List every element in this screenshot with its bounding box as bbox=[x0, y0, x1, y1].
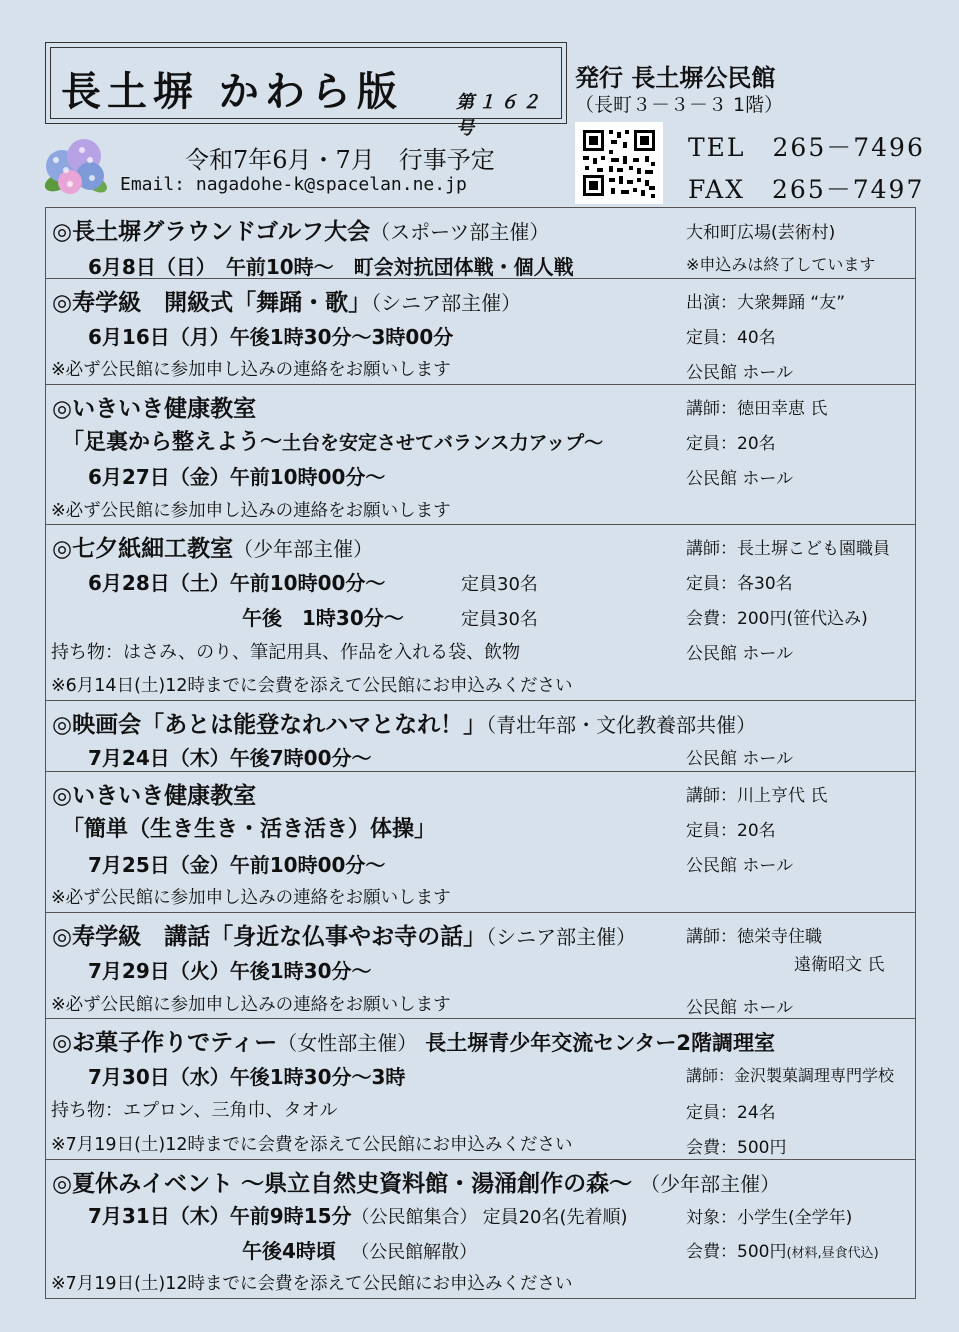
event-items: 持ち物：エプロン、三角巾、タオル bbox=[51, 1100, 338, 1121]
event-fee: 会費：500円 bbox=[686, 1138, 787, 1158]
event-health-class-july bbox=[45, 772, 916, 913]
event-fee: 会費：500円(材料,昼食代込) bbox=[686, 1242, 879, 1262]
event-summer-trip bbox=[45, 1160, 916, 1299]
event-venue: 公民館 ホール bbox=[686, 749, 794, 769]
event-note: ※必ず公民館に参加申し込みの連絡をお願いします bbox=[51, 888, 451, 908]
event-subtitle: 「足裏から整えよう～土台を安定させてバランス力アップ～ bbox=[62, 430, 604, 455]
address: （長町３－３－３ 1階） bbox=[575, 94, 784, 116]
event-capacity: 定員：40名 bbox=[686, 328, 776, 348]
event-kotobuki-opening bbox=[45, 279, 916, 385]
event-sweets-making bbox=[45, 1019, 916, 1160]
event-target: 対象：小学生(全学年) bbox=[686, 1208, 853, 1228]
newsletter-title: 長土塀 かわら版 bbox=[61, 68, 403, 115]
event-title: ◎映画会「あとは能登なれハマとなれ！」（青壮年部・文化教養部共催） bbox=[52, 712, 757, 738]
event-kotobuki-lecture bbox=[45, 913, 916, 1019]
event-fee: 会費：200円(笹代込み) bbox=[686, 609, 868, 629]
event-capacity: 定員：各30名 bbox=[686, 574, 793, 594]
event-datetime-morning: 6月28日（土）午前10時00分～ bbox=[88, 571, 386, 595]
event-datetime: 6月16日（月）午後1時30分～3時00分 bbox=[88, 325, 454, 349]
event-instructor: 講師：長土塀こども園職員 bbox=[686, 539, 890, 559]
event-capacity-afternoon: 定員30名 bbox=[461, 609, 538, 630]
event-note: ※7月19日(土)12時までに会費を添えて公民館にお申込みください bbox=[51, 1135, 573, 1155]
event-datetime: 7月24日（木）午後7時00分～ bbox=[88, 746, 372, 770]
telephone-number: TEL 265－7496 bbox=[688, 133, 925, 162]
event-subtitle: 「簡単（生き生き・活き活き）体操」 bbox=[62, 817, 437, 842]
event-capacity: 定員：20名 bbox=[686, 434, 776, 454]
event-note: ※必ず公民館に参加申し込みの連絡をお願いします bbox=[51, 501, 451, 521]
event-title: ◎長土塀グラウンドゴルフ大会（スポーツ部主催） bbox=[52, 219, 550, 245]
event-instructor: 講師：徳栄寺住職 bbox=[686, 927, 822, 947]
event-datetime: 7月25日（金）午前10時00分～ bbox=[88, 853, 386, 877]
event-datetime: 6月27日（金）午前10時00分～ bbox=[88, 465, 386, 489]
event-datetime: 7月29日（火）午後1時30分～ bbox=[88, 959, 372, 983]
event-note: ※必ず公民館に参加申し込みの連絡をお願いします bbox=[51, 360, 451, 380]
event-title: ◎寿学級 講話「身近な仏事やお寺の話」（シニア部主催） bbox=[52, 924, 637, 950]
hydrangea-icon bbox=[38, 132, 113, 200]
issue-number: 第１６２号 bbox=[456, 92, 544, 139]
event-title: ◎夏休みイベント ～県立自然史資料館・湯涌創作の森～ （少年部主催） bbox=[52, 1171, 781, 1197]
masthead-inner-border bbox=[50, 47, 562, 139]
event-venue: 公民館 ホール bbox=[686, 644, 794, 664]
masthead-box bbox=[45, 42, 567, 139]
event-venue: 公民館 ホール bbox=[686, 856, 794, 876]
event-title: ◎いきいき健康教室 bbox=[52, 396, 257, 422]
event-performer: 出演：大衆舞踊 “友” bbox=[686, 293, 846, 313]
event-title: ◎いきいき健康教室 bbox=[52, 783, 257, 809]
event-venue: 公民館 ホール bbox=[686, 469, 794, 489]
event-datetime-afternoon: 午後 1時30分～ bbox=[242, 606, 404, 630]
event-note: ※7月19日(土)12時までに会費を添えて公民館にお申込みください bbox=[51, 1274, 573, 1294]
qr-code[interactable] bbox=[575, 122, 663, 204]
event-capacity: 定員：20名 bbox=[686, 821, 776, 841]
event-instructor-name: 遠衛昭文 氏 bbox=[794, 955, 885, 975]
event-instructor: 講師：徳田幸恵 氏 bbox=[686, 399, 828, 419]
publisher: 発行 長土塀公民館 bbox=[575, 64, 776, 92]
event-title: ◎七夕紙細工教室（少年部主催） bbox=[52, 536, 374, 562]
event-ground-golf bbox=[45, 208, 916, 279]
schedule-heading: 令和7年6月・7月 行事予定 bbox=[185, 146, 495, 174]
event-movie bbox=[45, 701, 916, 772]
event-datetime-start: 7月31日（木）午前9時15分（公民館集合） 定員20名(先着順) bbox=[88, 1204, 628, 1228]
event-tanabata-craft bbox=[45, 525, 916, 701]
event-note: ※必ず公民館に参加申し込みの連絡をお願いします bbox=[51, 995, 451, 1015]
event-venue: 公民館 ホール bbox=[686, 998, 794, 1018]
event-title: ◎寿学級 開級式「舞踊・歌」（シニア部主催） bbox=[52, 290, 522, 316]
event-datetime: 7月30日（水）午後1時30分～3時 bbox=[88, 1065, 406, 1089]
event-capacity: 定員：24名 bbox=[686, 1103, 776, 1123]
event-registration-note: ※申込みは終了しています bbox=[686, 255, 876, 274]
event-list bbox=[45, 207, 916, 1299]
event-datetime-end: 午後4時頃 （公民館解散） bbox=[242, 1239, 478, 1263]
event-instructor: 講師：金沢製菓調理専門学校 bbox=[686, 1066, 895, 1085]
event-venue: 大和町広場(芸術村) bbox=[686, 223, 836, 243]
email-address: Email: nagadohe-k@spacelan.ne.jp bbox=[120, 174, 467, 195]
event-note: ※6月14日(土)12時までに会費を添えて公民館にお申込みください bbox=[51, 676, 573, 696]
event-datetime: 6月8日（日） 午前10時～ 町会対抗団体戦・個人戦 bbox=[88, 255, 574, 279]
fax-number: FAX 265－7497 bbox=[688, 175, 925, 204]
event-health-class-june bbox=[45, 385, 916, 525]
event-title: ◎お菓子作りでティー（女性部主催） 長土塀青少年交流センター2階調理室 bbox=[52, 1030, 776, 1056]
event-venue: 公民館 ホール bbox=[686, 363, 794, 383]
event-capacity-morning: 定員30名 bbox=[461, 574, 538, 595]
event-instructor: 講師：川上亨代 氏 bbox=[686, 786, 828, 806]
event-items: 持ち物：はさみ、のり、筆記用具、作品を入れる袋、飲物 bbox=[51, 642, 521, 663]
